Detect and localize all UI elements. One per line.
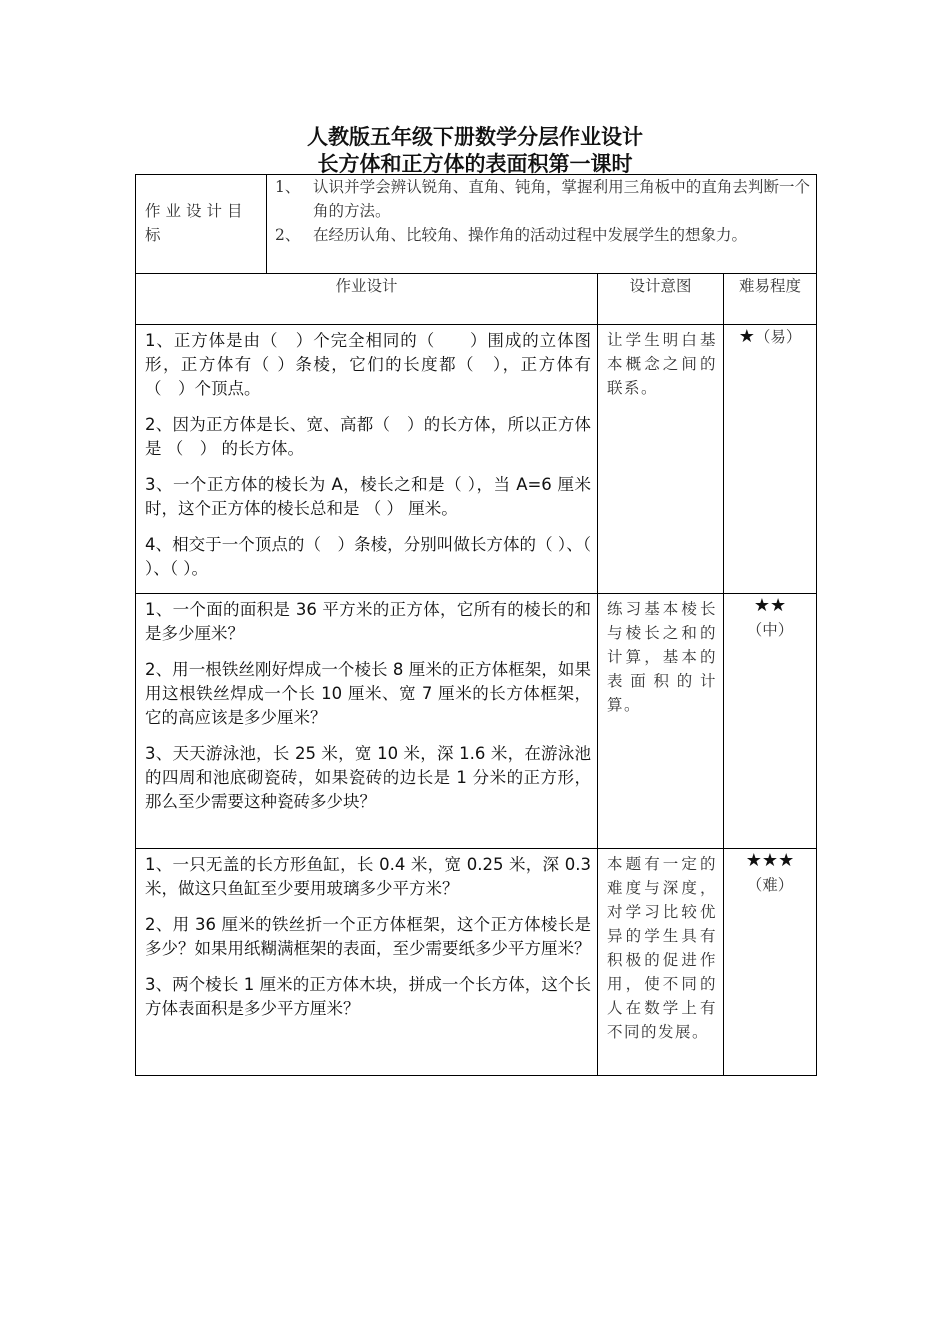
question-item: 3、天天游泳池，长 25 米，宽 10 米，深 1.6 米，在游泳池的四周和池底砌瓷砖，如果瓷砖的边长是 1 分米的正方形，那么至少需要这种瓷砖多少块？ (145, 744, 591, 811)
difficulty-label: （易） (754, 328, 802, 346)
intent-cell: 本题有一定的难度与深度，对学习比较优异的学生具有积极的促进作用，使不同的人在数学上有不同的发展。 (598, 849, 724, 1076)
question-item: 1、正方体是由（ ）个完全相同的（ ）围成的立体图形，正方体有（ ）条棱，它们的长度都（ ），正方体有 （ ）个顶点。 (145, 331, 591, 398)
question-item: 2、因为正方体是长、宽、高都（ ）的长方体，所以正方体是 （ ） 的长方体。 (145, 415, 591, 458)
difficulty-stars: ★ (738, 326, 755, 347)
difficulty-label: （难） (746, 876, 794, 894)
difficulty-stars: ★★ (753, 595, 787, 616)
level-cell (724, 325, 817, 594)
question-item: 3、一个正方体的棱长为 A，棱长之和是（ ），当 A=6 厘米时，这个正方体的棱长总和是 （ ） 厘米。 (145, 475, 591, 518)
difficulty-stars: ★★★ (745, 850, 795, 871)
goal-number: 2、 (275, 226, 301, 244)
goal-number: 1、 (275, 178, 301, 196)
goals-label: 作业设计目标 (136, 175, 267, 274)
goal-item (267, 223, 816, 247)
section-row-medium (136, 594, 817, 849)
homework-table (135, 174, 817, 1076)
section-row-easy (136, 325, 817, 594)
level-cell (724, 594, 817, 849)
header-level: 难易程度 (724, 274, 817, 325)
level-cell (724, 849, 817, 1076)
header-row (136, 274, 817, 325)
difficulty-label: （中） (746, 621, 794, 639)
question-item: 4、相交于一个顶点的（ ）条棱，分别叫做长方体的（ ）、（ ）、（ ）。 (145, 535, 591, 578)
intent-cell: 练习基本棱长与棱长之和的计算，基本的表面积的计算。 (598, 594, 724, 849)
page-subtitle: 长方体和正方体的表面积第一课时 (317, 152, 633, 176)
goals-row (136, 175, 817, 274)
questions-cell (136, 325, 598, 594)
intent-cell: 让学生明白基本概念之间的联系。 (598, 325, 724, 594)
header-design: 作业设计 (136, 274, 598, 325)
questions-cell (136, 849, 598, 1076)
question-item: 1、一个面的面积是 36 平方米的正方体，它所有的棱长的和是多少厘米？ (145, 600, 591, 643)
goal-item (267, 175, 816, 223)
section-row-hard (136, 849, 817, 1076)
question-item: 1、一只无盖的长方形鱼缸，长 0.4 米，宽 0.25 米，深 0.3 米，做这只鱼缸至少要用玻璃多少平方米？ (145, 855, 591, 898)
goals-cell (267, 175, 817, 274)
question-item: 2、用 36 厘米的铁丝折一个正方体框架，这个正方体棱长是多少？如果用纸糊满框架的表面，至少需要纸多少平方厘米？ (145, 915, 591, 958)
question-item: 2、用一根铁丝刚好焊成一个棱长 8 厘米的正方体框架，如果用这根铁丝焊成一个长 10 厘米、宽 7 厘米的长方体框架，它的高应该是多少厘米？ (145, 660, 591, 727)
page-title: 人教版五年级下册数学分层作业设计 (307, 125, 643, 149)
question-item: 3、两个棱长 1 厘米的正方体木块，拼成一个长方体，这个长方体表面积是多少平方厘米？ (145, 975, 591, 1018)
header-intent: 设计意图 (598, 274, 724, 325)
goal-text: 在经历认角、比较角、操作角的活动过程中发展学生的想象力。 (313, 226, 748, 244)
questions-cell (136, 594, 598, 849)
goal-text: 认识并学会辨认锐角、直角、钝角，掌握利用三角板中的直角去判断一个角的方法。 (313, 178, 811, 220)
